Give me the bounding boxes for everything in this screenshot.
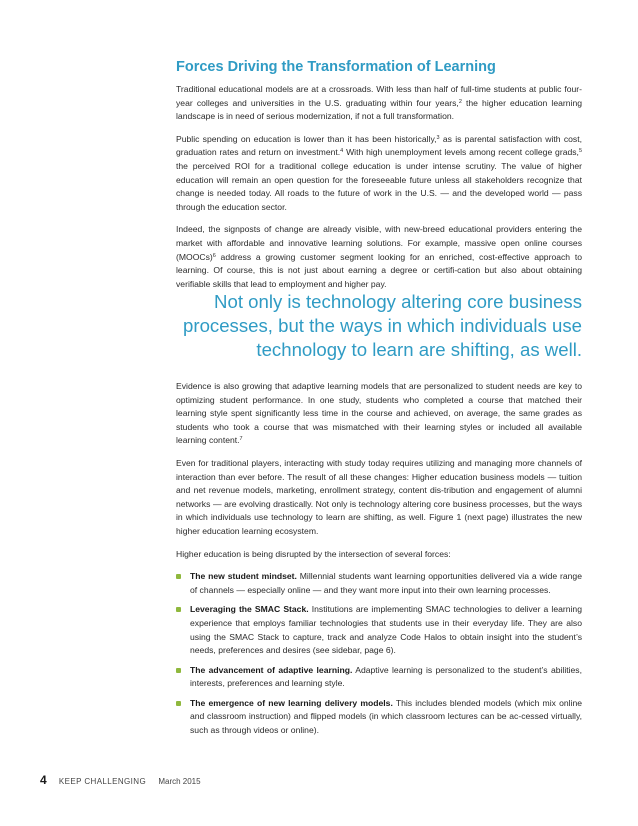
page-number: 4 — [40, 773, 47, 787]
paragraph-text: With high unemployment levels among recent college grads, — [343, 147, 579, 158]
paragraph-evidence — [176, 380, 582, 448]
paragraph-text: Public spending on education is lower than it has been historically, — [176, 133, 437, 144]
list-item-text: Institutions are implementing SMAC technologies to deliver a learning experience that employs familiar technologies that students use in their everyday life. They are also using the SMAC Stack to capture, track and analyze Code Halos to obtain insight into the student’s needs, preferences and desires (see sidebar, page 6). — [190, 604, 582, 656]
bullet-square-icon — [176, 574, 181, 579]
section-heading: Forces Driving the Transformation of Learning — [176, 59, 496, 75]
pull-quote-line: processes, but the ways in which individuals use — [183, 315, 582, 336]
pull-quote — [140, 290, 582, 362]
publication-title: KEEP CHALLENGING — [58, 777, 147, 786]
publication-date: March 2015 — [158, 777, 201, 786]
paragraph-public-spending — [176, 133, 582, 215]
paragraph-crossroads — [176, 83, 582, 124]
paragraph-text: address a growing customer segment looking for an enriched, cost-effective approach to learning. Of course, this is not just about earning a degree or certifi-cation but also about obtaining verifiable skills that lead to employment and higher pay. — [176, 251, 582, 289]
paragraph-text: Indeed, the signposts of change are already visible, with new-breed educational providers entering the market with affordable and innovative learning solutions. For example, massive open online courses (MOOCs) — [176, 224, 582, 262]
list-item — [176, 697, 582, 738]
paragraph-text: the higher education learning landscape is in need of serious modernization, if not a full transformation. — [176, 97, 583, 122]
list-item-term: The advancement of adaptive learning. — [190, 664, 353, 675]
list-item-term: Leveraging the SMAC Stack. — [190, 604, 309, 615]
top-text-column — [176, 58, 582, 300]
list-item — [176, 603, 582, 657]
footnote-ref: 4 — [340, 148, 344, 155]
list-item-text: Millennial students want learning opportunities delivered via a wide range of channels — especially online — and they want more input into their own learning processes. — [190, 571, 582, 595]
list-item-text: Adaptive learning is personalized to the student’s abilities, interests, preferences and learning style. — [190, 664, 582, 689]
paragraph-traditional-players: Even for traditional players, interacting with study today requires utilizing and managing more channels of interaction than ever before. The result of all these changes: Higher education business models — tuition and net revenue models, marketing, enrollment strategy, content dis-tribution and engagement of alumni networks — are evolving drastically. Not only is technology altering core business processes, but the ways in which individuals use technology to learn are shifting, as well. Figure 1 (next page) illustrates the new higher education learning ecosystem. — [176, 457, 582, 536]
bottom-text-column — [176, 380, 582, 744]
list-item-term: The emergence of new learning delivery models. — [190, 697, 393, 708]
paragraph-disruption-intro: Higher education is being disrupted by the intersection of several forces: — [176, 548, 451, 559]
bullet-square-icon — [176, 701, 181, 706]
bullet-square-icon — [176, 668, 181, 673]
pull-quote-line: technology to learn are shifting, as well. — [256, 339, 582, 360]
paragraph-text: Evidence is also growing that adaptive learning models that are personalized to student needs are key to optimizing student performance. In one study, students who completed a course that matched their learning style spent significantly less time in the course and achieved, on average, the same grades as students who took a course that was mismatched with their learning styles or included all available learning content. — [176, 381, 582, 446]
paragraph-signposts — [176, 223, 582, 291]
paragraph-text: the perceived ROI for a traditional college education is under intense scrutiny. The value of higher education will remain an open question for the foreseeable future unless all stakeholders recognize that change is needed today. All roads to the future of work in the U.S. — and the developed world — pass through the education sector. — [176, 160, 582, 212]
bullet-square-icon — [176, 607, 181, 612]
footnote-ref: 2 — [458, 98, 462, 105]
footnote-ref: 6 — [212, 252, 216, 259]
footnote-ref: 7 — [239, 436, 243, 443]
list-item — [176, 664, 582, 691]
pull-quote-line: Not only is technology altering core business — [214, 291, 582, 312]
list-item-term: The new student mindset. — [190, 571, 297, 582]
list-item-text: This includes blended models (which mix online and classroom instruction) and flipped models (in which classroom lectures can be ac-cessed virtually, such as through videos or online). — [190, 697, 582, 736]
forces-list — [176, 570, 582, 738]
paragraph-text: Traditional educational models are at a crossroads. With less than half of full-time students at public four-year colleges and universities in the U.S. graduating within four years, — [176, 84, 582, 108]
page-footer — [40, 773, 201, 787]
paragraph-text: as is parental satisfaction with cost, graduation rates and return on investment. — [176, 133, 582, 158]
footnote-ref: 3 — [436, 134, 440, 141]
list-item — [176, 570, 582, 597]
footnote-ref: 5 — [578, 148, 582, 155]
